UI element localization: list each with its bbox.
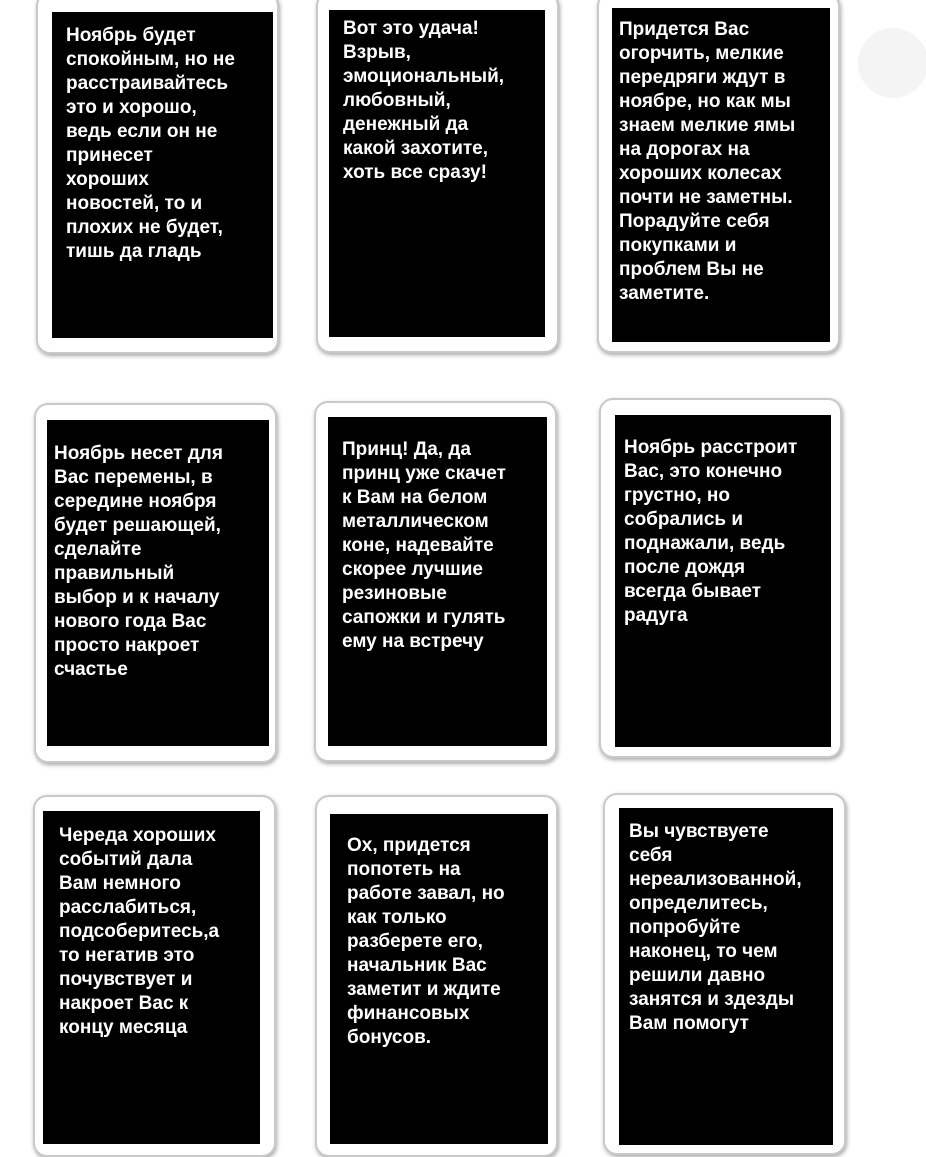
prediction-card-1 [36,0,279,354]
card-text: Ноябрь расстроит Вас, это конечно грустно, но собрались и поднажали, ведь после дождя всегда бывает радуга [615,415,831,747]
background-circle [858,28,926,98]
card-text: Придется Вас огорчить, мелкие передряги ждут в ноябре, но как мы знаем мелкие ямы на дорогах на хороших колесах почти не заметны. Порадуйте себя покупками и проблем Вы не заметите. [612,8,830,342]
prediction-card-3 [597,0,840,353]
prediction-card-8 [315,795,558,1157]
prediction-card-9 [603,793,846,1155]
card-text: Череда хороших событий дала Вам немного расслабиться, подсоберитесь,а то негатив это почувствует и накроет Вас к концу месяца [43,811,260,1144]
prediction-card-4 [34,403,277,763]
card-text: Вот это удача! Взрыв, эмоциональный, любовный, денежный да какой захотите, хоть все сразу! [329,10,545,337]
card-text: Ноябрь будет спокойным, но не расстраивайтесь это и хорошо, ведь если он не принесет хороших новостей, то и плохих не будет, тишь да гладь [52,12,273,338]
prediction-card-7 [33,795,276,1157]
prediction-card-6 [599,398,842,758]
card-text: Ох, придется попотеть на работе завал, но как только разберете его, начальник Вас заметит и ждите финансовых бонусов. [330,814,548,1144]
card-text: Принц! Да, да принц уже скачет к Вам на белом металлическом коне, надевайте скорее лучшие резиновые сапожки и гулять ему на встречу [328,417,547,746]
card-text: Ноябрь несет для Вас перемены, в середине ноября будет решающей, сделайте правильный выбор и к началу нового года Вас просто накроет счастье [47,420,269,746]
prediction-card-5 [314,401,557,762]
card-text: Вы чувствуете себя нереализованной, определитесь, попробуйте наконец, то чем решили давно занятся и здезды Вам помогут [619,808,833,1145]
prediction-card-2 [316,0,559,353]
